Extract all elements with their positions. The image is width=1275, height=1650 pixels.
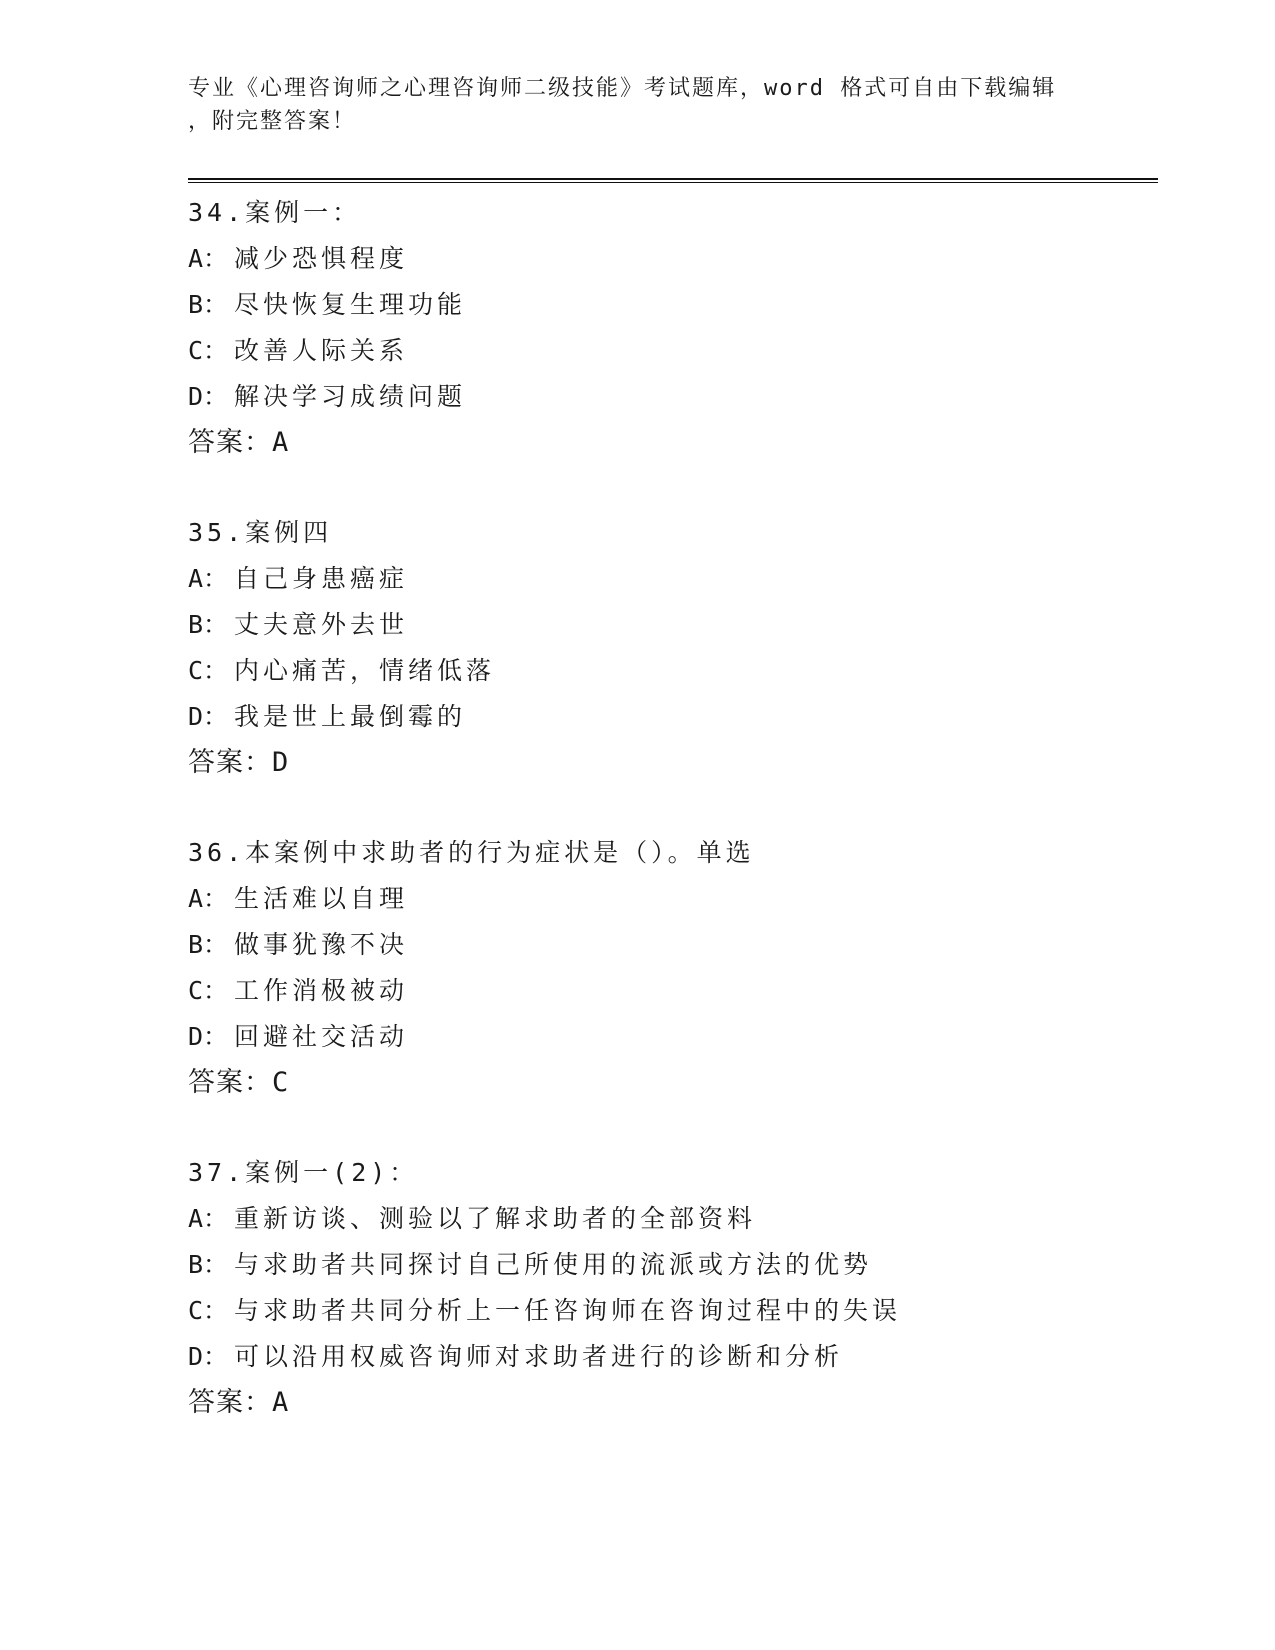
question-stem: 37.案例一(2)： [188,1158,419,1187]
option-d [188,374,1148,420]
option-a [188,876,1148,922]
option-b [188,282,1148,328]
option-key: C： [188,1296,229,1325]
question-36 [188,830,1148,1106]
option-key: B： [188,290,229,319]
question-stem: 34.案例一： [188,198,362,227]
option-d [188,694,1148,740]
question-37 [188,1150,1148,1426]
option-text: 减少恐惧程度 [234,244,409,273]
option-text: 内心痛苦，情绪低落 [234,656,496,685]
option-text: 回避社交活动 [234,1022,409,1051]
option-key: A： [188,884,229,913]
option-a [188,236,1148,282]
answer-line: 答案：A [188,1387,290,1418]
header-line-2: ，附完整答案！ [188,109,357,134]
header-line-1: 专业《心理咨询师之心理咨询师二级技能》考试题库，word 格式可自由下载编辑 [188,76,1057,101]
option-key: D： [188,1342,229,1371]
option-text: 改善人际关系 [234,336,409,365]
option-text: 尽快恢复生理功能 [234,290,467,319]
answer-line: 答案：D [188,747,290,778]
option-text: 重新访谈、测验以了解求助者的全部资料 [234,1204,757,1233]
option-key: B： [188,610,229,639]
option-c [188,1288,1148,1334]
question-list [188,190,1148,1470]
option-key: B： [188,930,229,959]
option-c [188,328,1148,374]
option-key: C： [188,336,229,365]
option-b [188,1242,1148,1288]
question-35 [188,510,1148,786]
document-header [188,72,1088,138]
option-key: D： [188,382,229,411]
answer-line: 答案：C [188,1067,290,1098]
question-stem: 35.案例四 [188,518,333,547]
option-text: 与求助者共同分析上一任咨询师在咨询过程中的失误 [234,1296,902,1325]
option-c [188,648,1148,694]
option-key: A： [188,564,229,593]
question-stem: 36.本案例中求助者的行为症状是（）。单选 [188,838,755,867]
option-text: 工作消极被动 [234,976,409,1005]
option-key: C： [188,656,229,685]
option-a [188,1196,1148,1242]
option-a [188,556,1148,602]
option-text: 我是世上最倒霉的 [234,702,467,731]
option-text: 丈夫意外去世 [234,610,409,639]
option-text: 做事犹豫不决 [234,930,409,959]
option-b [188,922,1148,968]
option-key: A： [188,1204,229,1233]
option-d [188,1014,1148,1060]
answer-line: 答案：A [188,427,290,458]
option-text: 可以沿用权威咨询师对求助者进行的诊断和分析 [234,1342,844,1371]
option-d [188,1334,1148,1380]
option-key: D： [188,702,229,731]
option-b [188,602,1148,648]
option-key: C： [188,976,229,1005]
option-key: A： [188,244,229,273]
option-c [188,968,1148,1014]
option-text: 自己身患癌症 [234,564,409,593]
option-key: D： [188,1022,229,1051]
option-key: B： [188,1250,229,1279]
header-divider [188,178,1158,183]
question-34 [188,190,1148,466]
option-text: 与求助者共同探讨自己所使用的流派或方法的优势 [234,1250,873,1279]
option-text: 生活难以自理 [234,884,409,913]
option-text: 解决学习成绩问题 [234,382,467,411]
